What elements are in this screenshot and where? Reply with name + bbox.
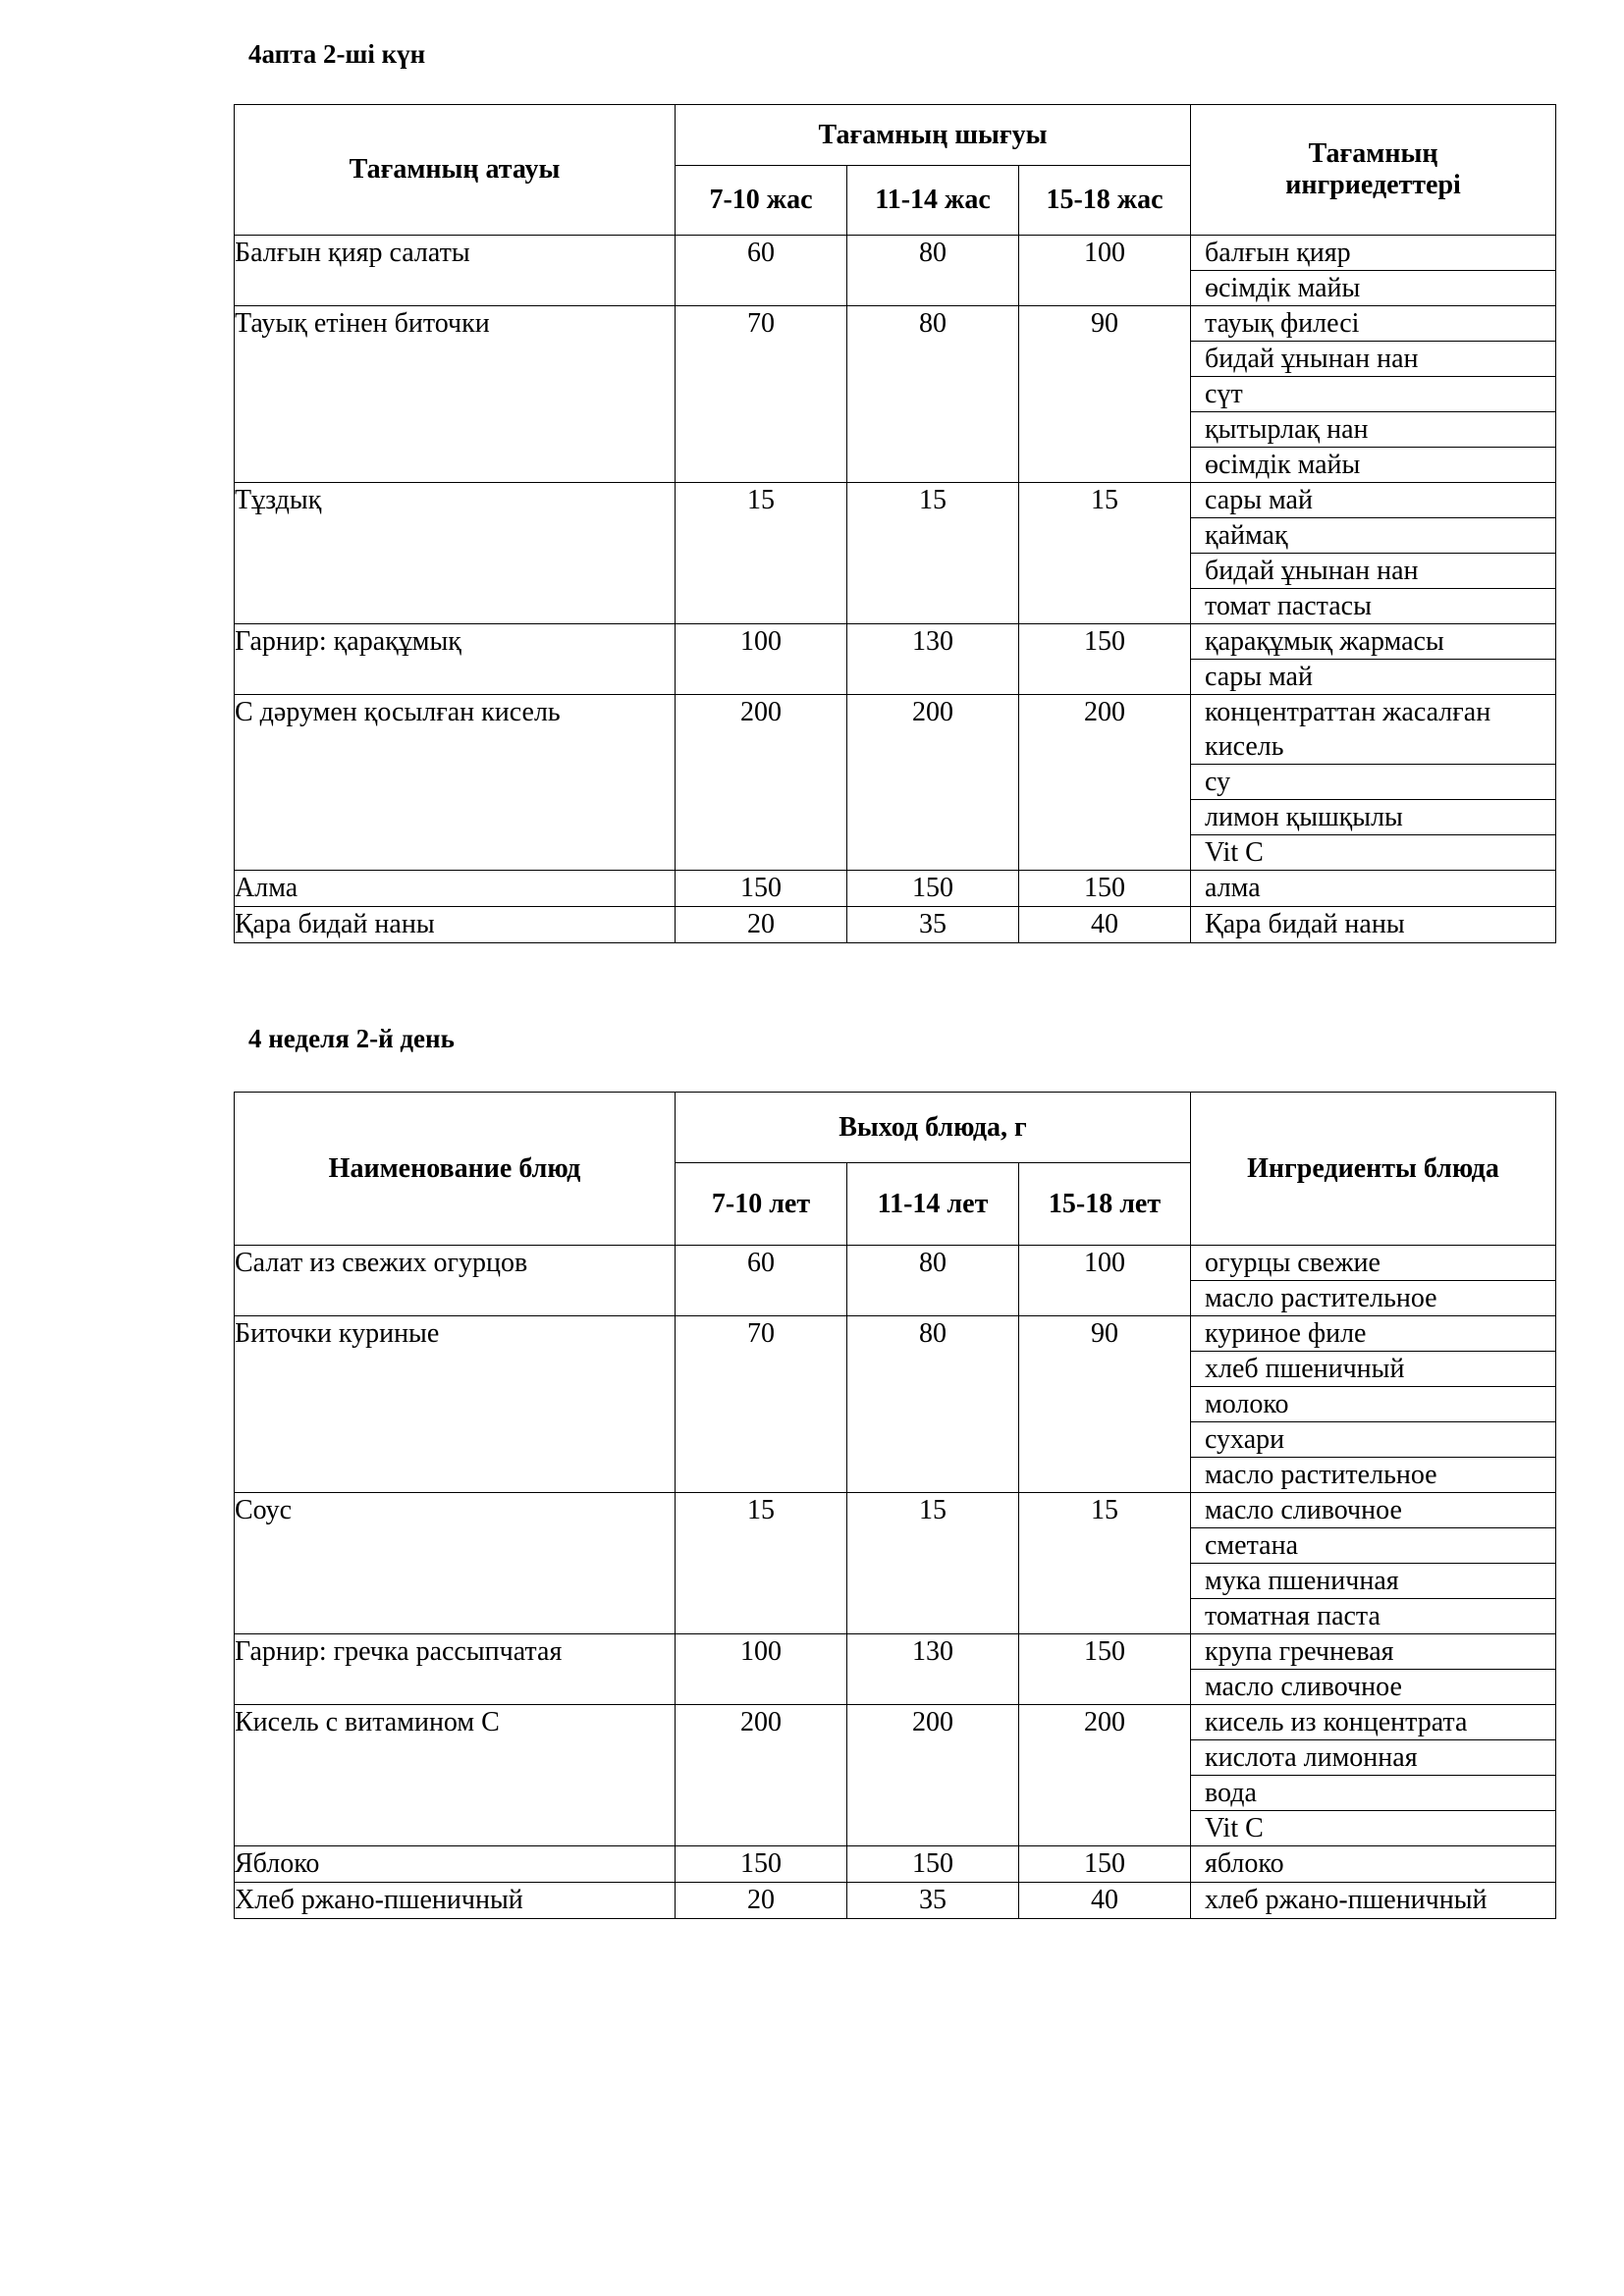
portion-cell-age-group-3: 150 xyxy=(1019,1846,1191,1883)
header-age-15-18: 15-18 жас xyxy=(1019,166,1191,236)
table-row xyxy=(235,306,1556,483)
portion-cell-age-group-2: 130 xyxy=(847,624,1019,695)
table-row xyxy=(235,1705,1556,1846)
dish-name-cell: Хлеб ржано-пшеничный xyxy=(235,1883,676,1919)
ingredient-item: масло сливочное xyxy=(1205,1495,1402,1525)
ingredient-item: томатная паста xyxy=(1191,1598,1555,1633)
portion-cell-age-group-2: 150 xyxy=(847,1846,1019,1883)
ingredient-item: куриное филе xyxy=(1205,1318,1367,1349)
dish-name-cell: Гарнир: гречка рассыпчатая xyxy=(235,1634,676,1705)
ingredient-item: өсімдік майы xyxy=(1191,270,1555,305)
ingredient-item: сары май xyxy=(1205,485,1313,515)
table-row xyxy=(235,1883,1556,1919)
header-dish-name: Наименование блюд xyxy=(235,1093,676,1246)
russian-table-body xyxy=(235,1246,1556,1919)
ingredient-item: алма xyxy=(1205,873,1261,903)
table-row xyxy=(235,695,1556,871)
portion-cell-age-group-3: 40 xyxy=(1019,907,1191,943)
dish-name-cell: Соус xyxy=(235,1493,676,1634)
ingredients-cell xyxy=(1191,1316,1556,1493)
ingredients-cell xyxy=(1191,483,1556,624)
table-row xyxy=(235,1246,1556,1316)
ingredient-item: масло растительное xyxy=(1191,1280,1555,1315)
ingredient-item: бидай ұнынан нан xyxy=(1191,341,1555,376)
ingredients-cell xyxy=(1191,1493,1556,1634)
ingredient-item: хлеб ржано-пшеничный xyxy=(1205,1885,1488,1915)
ingredients-cell xyxy=(1191,1634,1556,1705)
ingredients-cell xyxy=(1191,1883,1556,1919)
dish-name-cell: Тауық етінен биточки xyxy=(235,306,676,483)
ingredient-item: қытырлақ нан xyxy=(1191,411,1555,447)
table-row xyxy=(235,236,1556,306)
ingredient-item: өсімдік майы xyxy=(1191,447,1555,482)
portion-cell-age-group-1: 70 xyxy=(676,1316,847,1493)
ingredient-item: мука пшеничная xyxy=(1191,1563,1555,1598)
ingredient-item: су xyxy=(1191,764,1555,799)
ingredient-item: кислота лимонная xyxy=(1191,1739,1555,1775)
ingredient-item: Қара бидай наны xyxy=(1205,909,1405,939)
table-row xyxy=(235,1634,1556,1705)
header-age-7-10: 7-10 лет xyxy=(676,1163,847,1246)
portion-cell-age-group-1: 20 xyxy=(676,1883,847,1919)
header-dish-output: Тағамның шығуы xyxy=(676,105,1191,166)
portion-cell-age-group-3: 90 xyxy=(1019,306,1191,483)
portion-cell-age-group-3: 100 xyxy=(1019,1246,1191,1316)
portion-cell-age-group-2: 15 xyxy=(847,483,1019,624)
ingredient-item: сүт xyxy=(1191,376,1555,411)
table-row xyxy=(235,1846,1556,1883)
portion-cell-age-group-1: 100 xyxy=(676,1634,847,1705)
portion-cell-age-group-1: 60 xyxy=(676,1246,847,1316)
ingredient-item: Vit C xyxy=(1191,834,1555,870)
portion-cell-age-group-1: 150 xyxy=(676,871,847,907)
ingredient-item: қаймақ xyxy=(1191,517,1555,553)
ingredient-item: сметана xyxy=(1191,1527,1555,1563)
dish-name-cell: Балғын қияр салаты xyxy=(235,236,676,306)
ingredient-item: Vit C xyxy=(1191,1810,1555,1845)
portion-cell-age-group-1: 20 xyxy=(676,907,847,943)
portion-cell-age-group-2: 130 xyxy=(847,1634,1019,1705)
russian-menu-table xyxy=(234,1092,1556,1919)
portion-cell-age-group-3: 200 xyxy=(1019,1705,1191,1846)
ingredient-item: қарақұмық жармасы xyxy=(1205,626,1444,657)
table-row xyxy=(235,871,1556,907)
portion-cell-age-group-3: 150 xyxy=(1019,871,1191,907)
header-dish-output: Выход блюда, г xyxy=(676,1093,1191,1163)
dish-name-cell: Салат из свежих огурцов xyxy=(235,1246,676,1316)
header-age-11-14: 11-14 лет xyxy=(847,1163,1019,1246)
portion-cell-age-group-2: 35 xyxy=(847,907,1019,943)
kazakh-table-title: 4апта 2-ші күн xyxy=(248,39,426,69)
portion-cell-age-group-1: 100 xyxy=(676,624,847,695)
table-row xyxy=(235,1493,1556,1634)
portion-cell-age-group-2: 15 xyxy=(847,1493,1019,1634)
ingredients-cell xyxy=(1191,236,1556,306)
table-row xyxy=(235,1316,1556,1493)
ingredient-item: кисель из концентрата xyxy=(1205,1707,1468,1737)
table-row xyxy=(235,483,1556,624)
portion-cell-age-group-1: 200 xyxy=(676,695,847,871)
header-ingredients xyxy=(1191,105,1556,236)
portion-cell-age-group-2: 80 xyxy=(847,1316,1019,1493)
ingredient-item: масло сливочное xyxy=(1191,1669,1555,1704)
portion-cell-age-group-3: 15 xyxy=(1019,1493,1191,1634)
ingredients-cell xyxy=(1191,1705,1556,1846)
portion-cell-age-group-1: 15 xyxy=(676,483,847,624)
ingredients-cell xyxy=(1191,624,1556,695)
ingredient-item: сары май xyxy=(1191,659,1555,694)
ingredients-cell xyxy=(1191,1846,1556,1883)
ingredient-item: вода xyxy=(1191,1775,1555,1810)
header-ingredients-line2: ингриедеттері xyxy=(1285,170,1461,200)
portion-cell-age-group-1: 200 xyxy=(676,1705,847,1846)
dish-name-cell: Биточки куриные xyxy=(235,1316,676,1493)
portion-cell-age-group-1: 70 xyxy=(676,306,847,483)
ingredient-item: масло растительное xyxy=(1191,1457,1555,1492)
ingredient-item: молоко xyxy=(1191,1386,1555,1421)
dish-name-cell: Қара бидай наны xyxy=(235,907,676,943)
header-ingredients: Ингредиенты блюда xyxy=(1191,1093,1556,1246)
portion-cell-age-group-3: 90 xyxy=(1019,1316,1191,1493)
russian-table-title: 4 неделя 2-й день xyxy=(248,1024,455,1053)
portion-cell-age-group-2: 80 xyxy=(847,306,1019,483)
portion-cell-age-group-2: 80 xyxy=(847,1246,1019,1316)
header-age-7-10: 7-10 жас xyxy=(676,166,847,236)
table-row xyxy=(235,907,1556,943)
portion-cell-age-group-3: 150 xyxy=(1019,624,1191,695)
header-age-15-18: 15-18 лет xyxy=(1019,1163,1191,1246)
ingredient-item: концентраттан жасалған кисель xyxy=(1205,697,1491,762)
ingredient-item: сухари xyxy=(1191,1421,1555,1457)
dish-name-cell: Тұздық xyxy=(235,483,676,624)
ingredients-cell xyxy=(1191,907,1556,943)
portion-cell-age-group-3: 100 xyxy=(1019,236,1191,306)
ingredients-cell xyxy=(1191,871,1556,907)
kazakh-menu-table xyxy=(234,104,1556,943)
header-age-11-14: 11-14 жас xyxy=(847,166,1019,236)
dish-name-cell: Гарнир: қарақұмық xyxy=(235,624,676,695)
dish-name-cell: Кисель с витамином С xyxy=(235,1705,676,1846)
portion-cell-age-group-2: 35 xyxy=(847,1883,1019,1919)
ingredients-cell xyxy=(1191,695,1556,871)
dish-name-cell: С дәрумен қосылған кисель xyxy=(235,695,676,871)
header-ingredients-line1: Тағамның xyxy=(1308,138,1438,169)
ingredient-item: огурцы свежие xyxy=(1205,1248,1380,1278)
ingredient-item: крупа гречневая xyxy=(1205,1636,1394,1667)
ingredient-item: яблоко xyxy=(1205,1848,1284,1879)
kazakh-table-body xyxy=(235,236,1556,943)
portion-cell-age-group-3: 200 xyxy=(1019,695,1191,871)
header-dish-name: Тағамның атауы xyxy=(235,105,676,236)
ingredient-item: тауық филесі xyxy=(1205,308,1360,339)
portion-cell-age-group-1: 15 xyxy=(676,1493,847,1634)
portion-cell-age-group-3: 15 xyxy=(1019,483,1191,624)
ingredient-item: лимон қышқылы xyxy=(1191,799,1555,834)
ingredients-cell xyxy=(1191,306,1556,483)
ingredients-cell xyxy=(1191,1246,1556,1316)
ingredient-item: балғын қияр xyxy=(1205,238,1351,268)
portion-cell-age-group-3: 150 xyxy=(1019,1634,1191,1705)
portion-cell-age-group-2: 150 xyxy=(847,871,1019,907)
portion-cell-age-group-2: 200 xyxy=(847,695,1019,871)
portion-cell-age-group-2: 200 xyxy=(847,1705,1019,1846)
dish-name-cell: Алма xyxy=(235,871,676,907)
ingredient-item: хлеб пшеничный xyxy=(1191,1351,1555,1386)
dish-name-cell: Яблоко xyxy=(235,1846,676,1883)
table-row xyxy=(235,624,1556,695)
portion-cell-age-group-2: 80 xyxy=(847,236,1019,306)
portion-cell-age-group-3: 40 xyxy=(1019,1883,1191,1919)
ingredient-item: бидай ұнынан нан xyxy=(1191,553,1555,588)
portion-cell-age-group-1: 60 xyxy=(676,236,847,306)
ingredient-item: томат пастасы xyxy=(1191,588,1555,623)
portion-cell-age-group-1: 150 xyxy=(676,1846,847,1883)
